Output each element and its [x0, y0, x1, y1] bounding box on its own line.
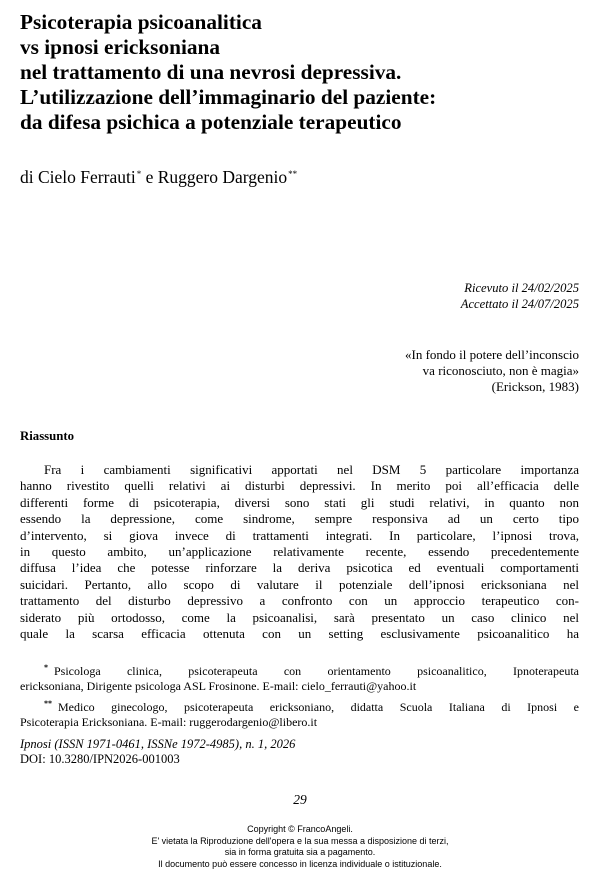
title-line: vs ipnosi ericksoniana [20, 35, 221, 59]
footnote-line: Psicoterapia Ericksoniana. E-mail: ruggerodargenio@libero.it [20, 715, 318, 729]
abstract-line: diffusa l’idea che potesse rinforzare la deriva psicotica ed eventuali comportamenti [20, 560, 579, 576]
epigraph-source: (Erickson, 1983) [491, 379, 579, 394]
abstract-line: quale la scarsa efficacia ottenuta con un setting esclusivamente psicoanalitico ha [20, 626, 579, 642]
abstract-paragraph [20, 462, 579, 642]
author-name-1: Cielo Ferrauti [38, 167, 136, 187]
abstract-line: siderato più ortodosso, come la psicoanalisi, sarà presentato un caso clinico nel [20, 609, 579, 625]
copyright-line: sia in forma gratuita sia a pagamento. [224, 847, 376, 857]
abstract-line: Fra i cambiamenti significativi apportati nel DSM 5 particolare importanza [44, 462, 579, 477]
footnote-2 [20, 696, 579, 730]
abstract-line: suicidari. Pertanto, allo scopo di valutare il potenziale dell’ipnosi ericksoniana nel [20, 576, 579, 592]
page-number: 29 [293, 792, 307, 807]
title-line: L’utilizzazione dell’immaginario del paziente: [20, 85, 437, 109]
received-date: Ricevuto il 24/02/2025 [464, 281, 579, 295]
abstract-heading: Riassunto [20, 429, 75, 443]
epigraph-line: «In fondo il potere dell’inconscio [404, 347, 579, 362]
abstract-line: differenti forme di psicoterapia, diversi sono stati gli studi relativi, in quanto non [20, 494, 579, 510]
journal-info [20, 737, 295, 767]
byline-prefix: di [20, 167, 34, 187]
title-line: nel trattamento di una nevrosi depressiva. [20, 60, 402, 84]
copyright-line: E' vietata la Riproduzione dell'opera e la sua messa a disposizione di terzi, [151, 835, 449, 846]
byline-conjunction: e [145, 167, 154, 187]
copyright-notice [0, 824, 600, 870]
abstract-line: hanno rivestito quelli relativi ai disturbi depressivi. In merito poi all’efficacia delle [20, 478, 579, 494]
abstract-line: d’intervento, si giova invece di trattamenti integrati. In particolare, l’ipnosi trova, [20, 527, 579, 543]
footnote-line: ericksoniana, Dirigente psicologa ASL Frosinone. E-mail: cielo_ferrauti@yahoo.it [20, 679, 417, 693]
footnote-line [20, 660, 579, 679]
submission-dates [461, 280, 579, 312]
abstract-line: trattamento del disturbo depressivo a confronto con un approccio terapeutico con- [20, 593, 579, 609]
copyright-line: Il documento può essere concesso in licenza individuale o istituzionale. [158, 858, 442, 869]
footnote-1 [20, 660, 579, 694]
abstract-line: essendo la depressione, come sindrome, sempre responsiva ad un certo tipo [20, 511, 579, 527]
footnote-line [20, 696, 579, 715]
copyright-line: Copyright © FrancoAngeli. [247, 824, 353, 834]
title-line: da difesa psichica a potenziale terapeutico [20, 110, 402, 134]
title-line: Psicoterapia psicoanalitica [20, 10, 262, 34]
footnote-mark: * [44, 663, 48, 672]
footnote-text: Medico ginecologo, psicoterapeuta ericksoniano, didatta Scuola Italiana di Ipnosi e [58, 700, 579, 714]
footnote-marker-2: ** [288, 169, 298, 179]
footnote-marker-1: * [136, 169, 142, 179]
footnote-text: Psicologa clinica, psicoterapeuta con orientamento psicoanalitico, Ipnoterapeuta [54, 664, 579, 678]
footnotes [20, 660, 579, 730]
journal-citation: Ipnosi (ISSN 1971-0461, ISSNe 1972-4985), n. 1, 2026 [20, 737, 296, 751]
author-byline [20, 167, 297, 188]
epigraph-line: va riconosciuto, non è magia» [422, 363, 579, 378]
doi: DOI: 10.3280/IPN2026-001003 [20, 752, 180, 766]
accepted-date: Accettato il 24/07/2025 [460, 297, 579, 311]
abstract-line: in questo ambito, un’applicazione relativamente recente, essendo precedentemente [20, 544, 579, 560]
article-title [20, 10, 590, 135]
footnote-mark: ** [44, 699, 52, 708]
epigraph-quote [405, 347, 579, 395]
author-name-2: Ruggero Dargenio [157, 167, 288, 187]
